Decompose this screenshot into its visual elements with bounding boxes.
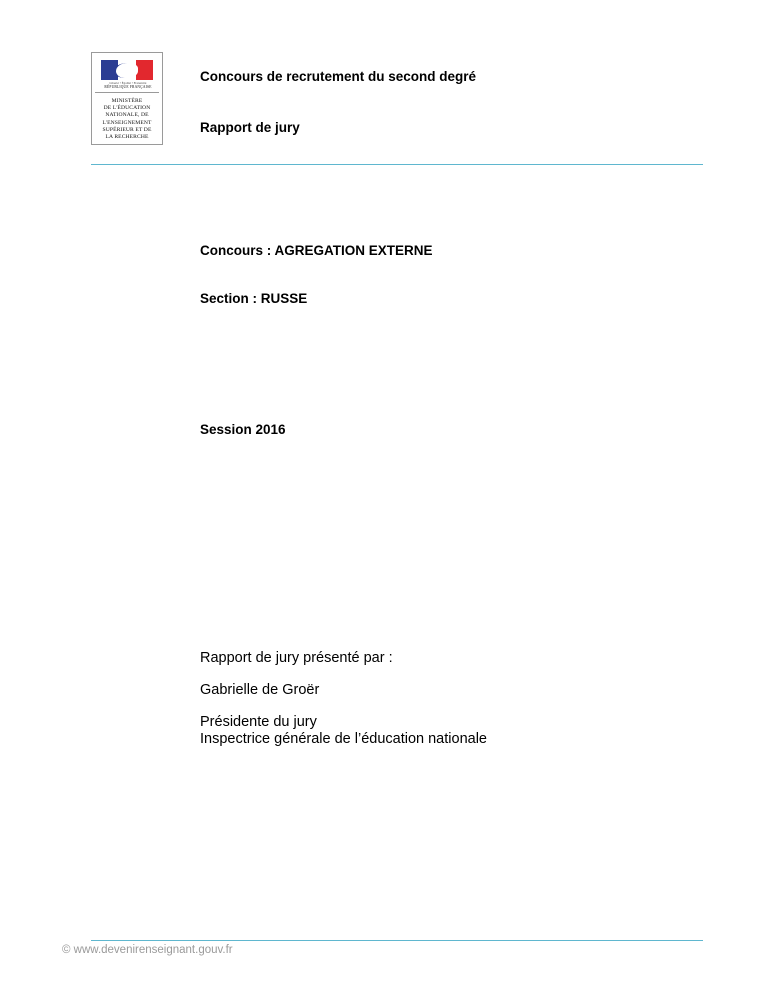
header-subtitle: Rapport de jury: [200, 120, 300, 135]
logo-ministry-line: SUPÉRIEUR ET DE: [102, 126, 152, 133]
ministry-logo: [91, 52, 163, 145]
president-role: Présidente du jury: [200, 714, 317, 730]
header-title: Concours de recrutement du second degré: [200, 69, 477, 84]
logo-ministry-line: DE L'ÉDUCATION: [103, 105, 151, 112]
logo-ministry-name: [94, 98, 160, 141]
footer-divider: [91, 940, 703, 941]
president-name: Gabrielle de Groër: [200, 682, 320, 698]
marianne-flag-icon: [101, 60, 153, 80]
presented-by-label: Rapport de jury présenté par :: [200, 650, 393, 666]
logo-republique: RÉPUBLIQUE FRANÇAISE: [104, 85, 152, 89]
logo-motto: Liberté • Égalité • Fraternité: [109, 81, 147, 85]
logo-ministry-line: NATIONALE, DE: [105, 112, 149, 119]
logo-ministry-line: L'ENSEIGNEMENT: [102, 119, 152, 126]
header-divider: [91, 164, 703, 165]
logo-ministry-line: MINISTÈRE: [111, 98, 143, 104]
concours-label: Concours : AGREGATION EXTERNE: [200, 243, 433, 258]
logo-divider: [95, 92, 159, 93]
logo-ministry-line: LA RECHERCHE: [105, 134, 149, 141]
session-label: Session 2016: [200, 422, 286, 437]
president-title: Inspectrice générale de l’éducation nationale: [200, 731, 487, 747]
footer-website-link[interactable]: © www.devenirenseignant.gouv.fr: [62, 944, 233, 956]
section-label: Section : RUSSE: [200, 291, 308, 306]
